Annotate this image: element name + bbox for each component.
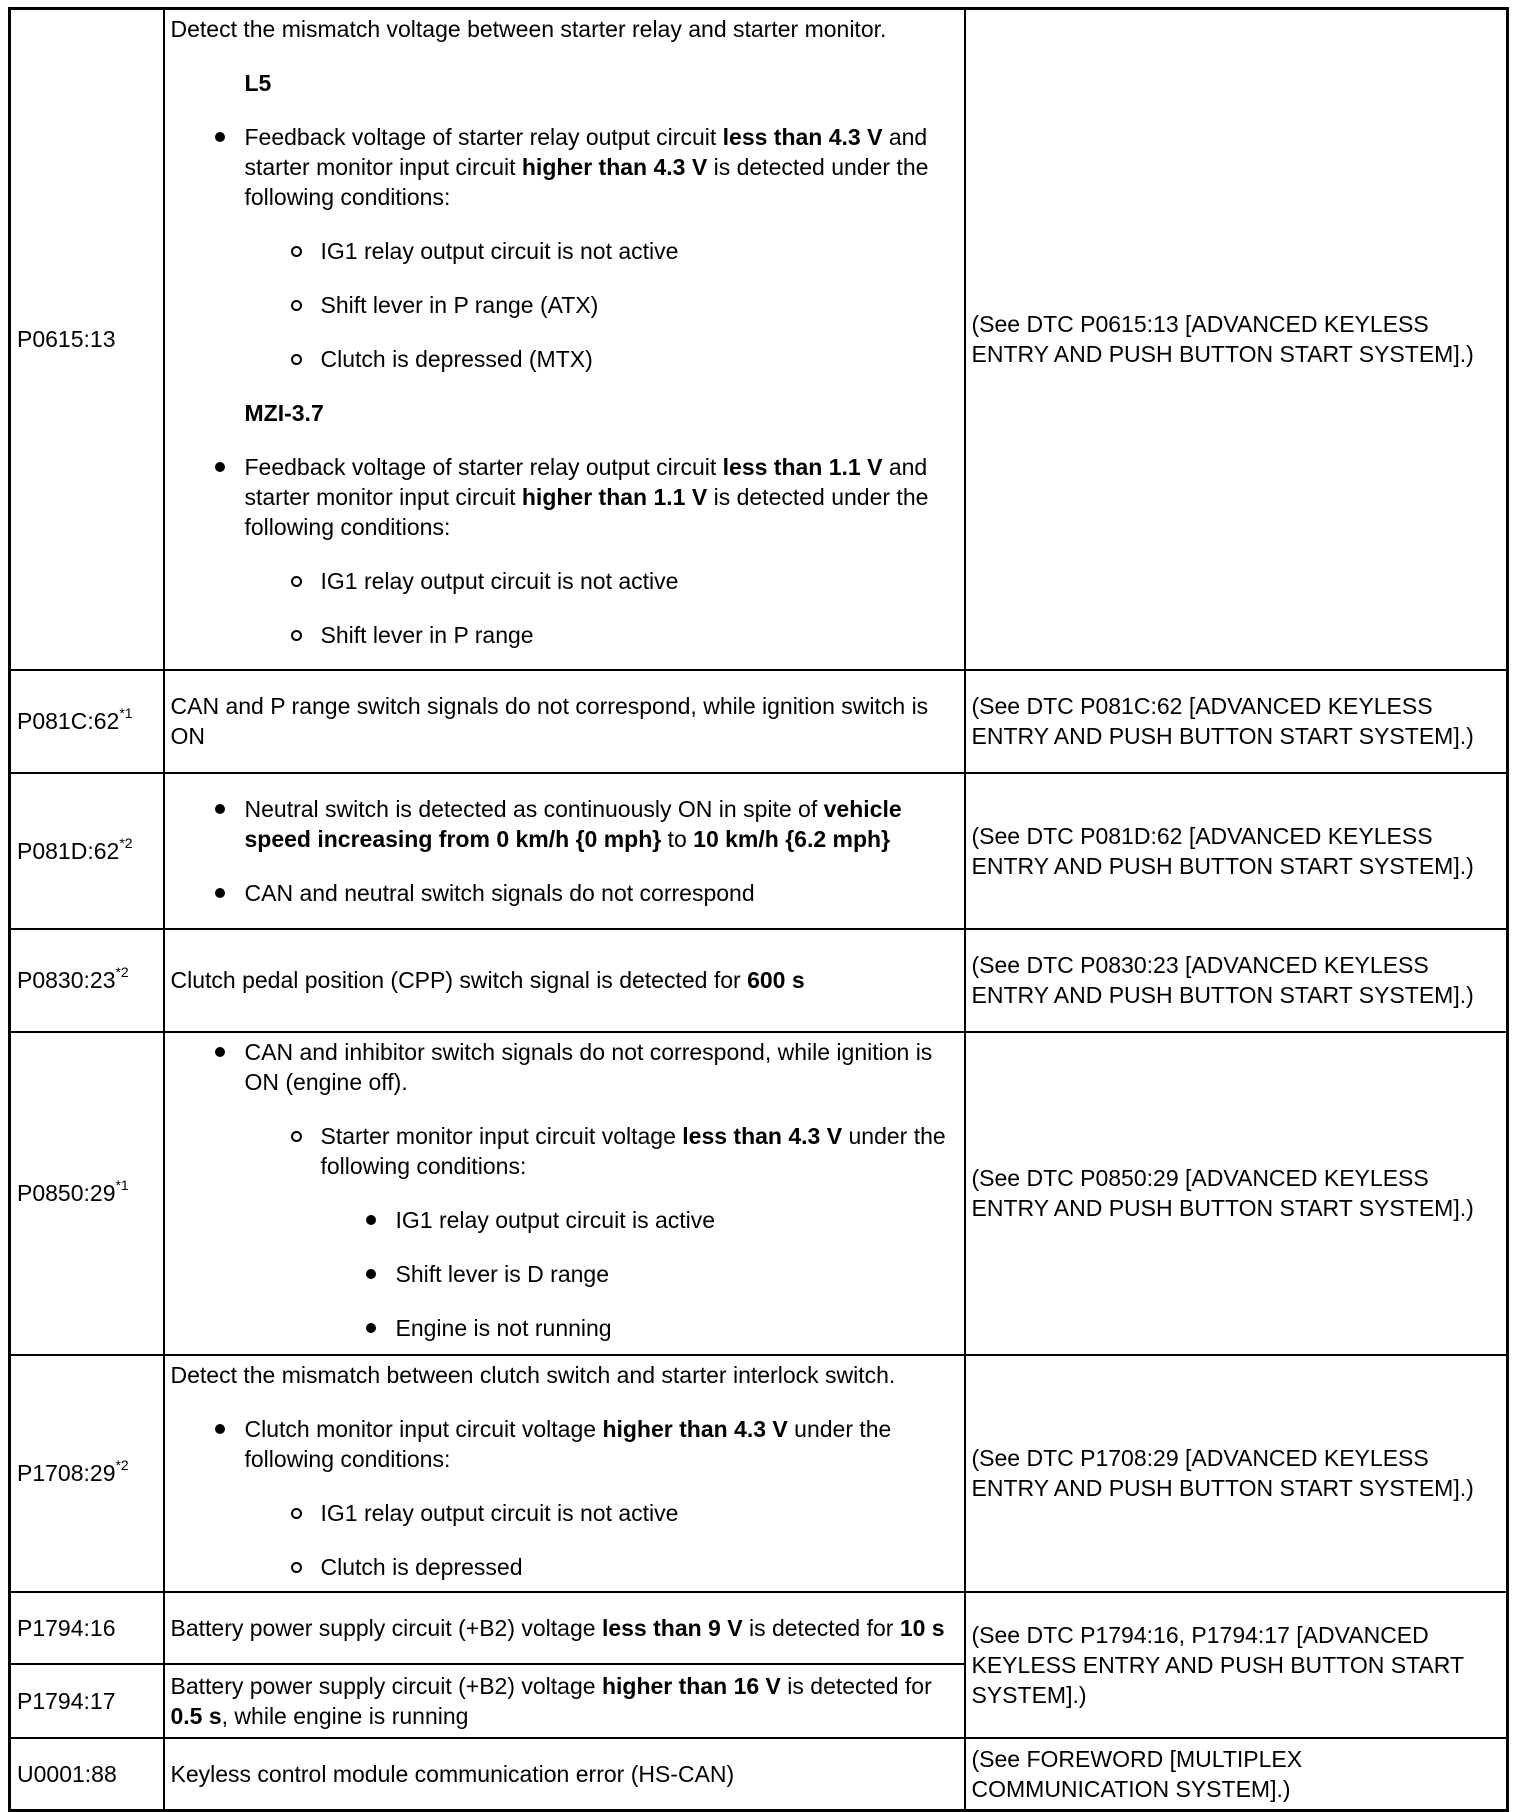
bullet-item: Feedback voltage of starter relay output circuit less than 4.3 V and starter monitor input circuit higher than 4.3 V is detected under the following conditions: xyxy=(245,122,958,212)
detection-condition-cell xyxy=(164,9,965,670)
dtc-code-cell xyxy=(10,1355,164,1592)
dtc-code-cell xyxy=(10,929,164,1032)
reference-cell: (See DTC P1708:29 [ADVANCED KEYLESS ENTRY AND PUSH BUTTON START SYSTEM].) xyxy=(965,1355,1508,1592)
reference-cell: (See DTC P1794:16, P1794:17 [ADVANCED KEYLESS ENTRY AND PUSH BUTTON START SYSTEM].) xyxy=(965,1592,1508,1738)
engine-heading-mzi: MZI-3.7 xyxy=(244,400,324,426)
detection-condition-cell: Clutch pedal position (CPP) switch signal is detected for 600 s xyxy=(164,929,965,1032)
detection-condition-cell: CAN and P range switch signals do not correspond, while ignition switch is ON xyxy=(164,670,965,773)
reference-cell: (See DTC P0830:23 [ADVANCED KEYLESS ENTRY AND PUSH BUTTON START SYSTEM].) xyxy=(965,929,1508,1032)
sub-bullet-item: Starter monitor input circuit voltage less than 4.3 V under the following conditions: xyxy=(321,1121,958,1181)
sub-bullet-item: IG1 relay output circuit is not active xyxy=(321,566,958,596)
dtc-code-cell xyxy=(10,773,164,929)
dtc-code: P1794:16 xyxy=(17,1614,116,1641)
dtc-code-cell xyxy=(10,1664,164,1738)
detection-condition-cell xyxy=(164,1032,965,1355)
dtc-code: U0001:88 xyxy=(17,1760,117,1787)
dtc-footnote: *2 xyxy=(115,1457,129,1474)
dtc-code: P0850:29 xyxy=(17,1180,116,1206)
dtc-table xyxy=(8,7,1509,1812)
dtc-footnote: *2 xyxy=(115,964,129,981)
dtc-code-cell xyxy=(10,1032,164,1355)
intro-text: Detect the mismatch between clutch switch and starter interlock switch. xyxy=(170,1361,896,1388)
sub-bullet-item: IG1 relay output circuit is not active xyxy=(321,1498,958,1528)
detection-condition-cell: Keyless control module communication error (HS-CAN) xyxy=(164,1738,965,1811)
detection-condition-cell xyxy=(164,1355,965,1592)
bullet-item: Neutral switch is detected as continuously ON in spite of vehicle speed increasing from 0 km/h {0 mph} to 10 km/h {6.2 mph} xyxy=(245,794,958,854)
reference-cell: (See DTC P081C:62 [ADVANCED KEYLESS ENTRY AND PUSH BUTTON START SYSTEM].) xyxy=(965,670,1508,773)
sub-bullet-item: Shift lever in P range xyxy=(321,620,958,650)
engine-heading-l5: L5 xyxy=(244,70,272,96)
table-row xyxy=(10,773,1508,929)
detection-condition-cell: Battery power supply circuit (+B2) voltage less than 9 V is detected for 10 s xyxy=(164,1592,965,1664)
bullet-item: Clutch monitor input circuit voltage higher than 4.3 V under the following conditions: xyxy=(245,1414,958,1474)
reference-cell: (See FOREWORD [MULTIPLEX COMMUNICATION SYSTEM].) xyxy=(965,1738,1508,1811)
dtc-code: P1794:17 xyxy=(17,1687,116,1714)
sub-bullet-item: Shift lever in P range (ATX) xyxy=(321,290,958,320)
dtc-footnote: *1 xyxy=(115,1177,129,1194)
sub-bullet-item: Clutch is depressed xyxy=(321,1552,958,1582)
detection-condition-cell xyxy=(164,773,965,929)
table-row xyxy=(10,670,1508,773)
dtc-code: P081D:62 xyxy=(17,837,120,864)
bullet-item: CAN and neutral switch signals do not correspond xyxy=(245,878,958,908)
dtc-code: P1708:29 xyxy=(17,1460,116,1486)
sub-sub-bullet-item: Shift lever is D range xyxy=(396,1259,958,1289)
bullet-item: CAN and inhibitor switch signals do not correspond, while ignition is ON (engine off). xyxy=(245,1037,958,1097)
dtc-code-cell xyxy=(10,1738,164,1811)
dtc-code-cell xyxy=(10,1592,164,1664)
reference-cell: (See DTC P0850:29 [ADVANCED KEYLESS ENTRY AND PUSH BUTTON START SYSTEM].) xyxy=(965,1032,1508,1355)
detection-condition-cell: Battery power supply circuit (+B2) voltage higher than 16 V is detected for 0.5 s, while engine is running xyxy=(164,1664,965,1738)
dtc-code: P081C:62 xyxy=(17,708,120,734)
reference-cell: (See DTC P081D:62 [ADVANCED KEYLESS ENTRY AND PUSH BUTTON START SYSTEM].) xyxy=(965,773,1508,929)
sub-sub-bullet-item: IG1 relay output circuit is active xyxy=(396,1205,958,1235)
table-row xyxy=(10,1738,1508,1811)
table-row xyxy=(10,1592,1508,1664)
table-row xyxy=(10,929,1508,1032)
table-row xyxy=(10,1355,1508,1592)
bullet-item: Feedback voltage of starter relay output circuit less than 1.1 V and starter monitor input circuit higher than 1.1 V is detected under the following conditions: xyxy=(245,452,958,542)
dtc-code: P0615:13 xyxy=(17,326,116,353)
dtc-code-cell xyxy=(10,9,164,670)
dtc-footnote: *2 xyxy=(119,834,133,851)
intro-text: Detect the mismatch voltage between starter relay and starter monitor. xyxy=(170,16,887,42)
table-row xyxy=(10,1032,1508,1355)
dtc-footnote: *1 xyxy=(119,705,133,722)
sub-bullet-item: IG1 relay output circuit is not active xyxy=(321,236,958,266)
table-row xyxy=(10,9,1508,670)
sub-sub-bullet-item: Engine is not running xyxy=(396,1313,958,1343)
reference-cell: (See DTC P0615:13 [ADVANCED KEYLESS ENTRY AND PUSH BUTTON START SYSTEM].) xyxy=(965,9,1508,670)
dtc-code-cell xyxy=(10,670,164,773)
dtc-code: P0830:23 xyxy=(17,967,116,993)
sub-bullet-item: Clutch is depressed (MTX) xyxy=(321,344,958,374)
